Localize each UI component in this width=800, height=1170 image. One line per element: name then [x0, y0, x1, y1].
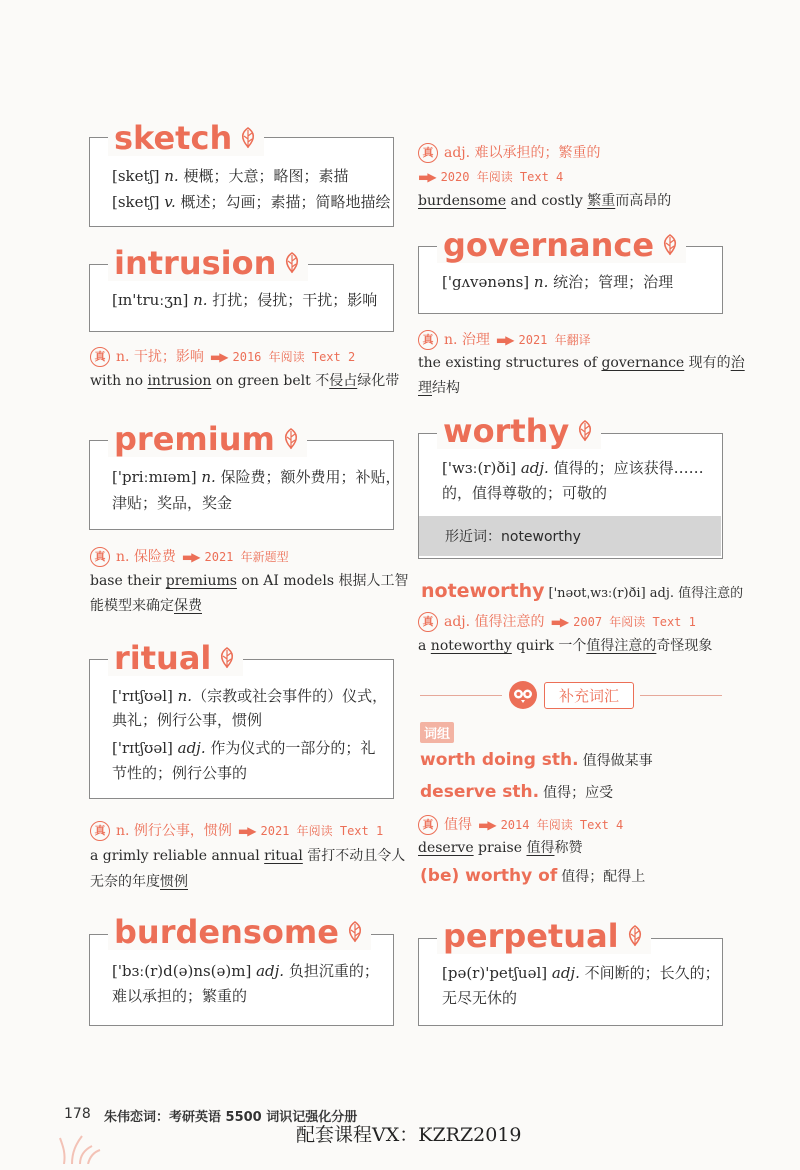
page-number: 178 [64, 1106, 91, 1122]
exam-source-governance [418, 329, 591, 351]
exam-source-intrusion [90, 346, 355, 368]
exam-source: 2014 年阅读 Text 4 [500, 818, 624, 832]
definition-perpetual-2: 无尽无休的 [442, 989, 518, 1007]
exam-source-deserve [418, 814, 623, 836]
definition-sketch-noun: [sketʃ] n. 梗概；大意；略图；素描 [112, 167, 349, 185]
zhen-badge: 真 [418, 143, 438, 163]
zhen-badge: 真 [90, 547, 110, 567]
exam-source: 2021 年翻译 [518, 333, 591, 347]
headword-worthy: worthy [437, 413, 601, 449]
exam-meaning: n. 治理 [444, 332, 490, 348]
arrow-icon: ▬▶ [478, 818, 495, 832]
exam-source-burdensome [418, 142, 601, 164]
definition-worthy-2: 的，值得尊敬的；可敬的 [442, 484, 608, 502]
zhen-badge: 真 [418, 330, 438, 350]
headword-burdensome: burdensome [108, 914, 371, 950]
example-sentence-ritual-2: 无奈的年度惯例 [90, 874, 188, 890]
definition-burdensome-1: ['bɜː(r)d(ə)ns(ə)m] adj. 负担沉重的； [112, 962, 379, 980]
definition-intrusion: [ɪn'truːʒn] n. 打扰；侵扰；干扰；影响 [112, 291, 378, 309]
headword-ritual: ritual [108, 640, 243, 676]
noteworthy-headline [421, 580, 743, 602]
definition-premium-2: 津贴；奖品，奖金 [112, 494, 233, 512]
exam-source-ritual [90, 820, 383, 842]
leaf-icon [345, 921, 365, 943]
leaf-icon [575, 420, 595, 442]
arrow-icon: ▬▶ [209, 350, 227, 364]
definition-ritual-2: 典礼；例行公事，惯例 [112, 711, 263, 729]
headword-intrusion: intrusion [108, 245, 308, 281]
leaf-icon [660, 234, 680, 256]
exam-meaning: n. 干扰；影响 [116, 349, 204, 365]
exam-source: 2007 年阅读 Text 1 [573, 615, 696, 629]
phrase-worth-doing: worth doing sth. 值得做某事 [420, 750, 653, 770]
leaf-icon [281, 428, 301, 450]
exam-source-noteworthy [418, 611, 696, 633]
arrow-icon: ▬▶ [418, 170, 435, 184]
zhen-badge: 真 [418, 612, 438, 632]
leaf-icon [282, 252, 302, 274]
phrase-worthy-of: (be) worthy of 值得；配得上 [420, 866, 646, 886]
supplement-divider-left [420, 695, 502, 696]
arrow-icon: ▬▶ [550, 615, 568, 629]
exam-source: 2016 年阅读 Text 2 [232, 350, 356, 364]
exam-meaning: 值得 [444, 817, 472, 833]
similar-word-band: 形近词：noteworthy [419, 516, 721, 556]
supplement-divider-right [640, 695, 722, 696]
arrow-icon: ▬▶ [237, 824, 255, 838]
definition-ritual-1: ['rɪtʃʊəl] n.（宗教或社会事件的）仪式， [112, 687, 388, 705]
example-sentence-ritual-1: a grimly reliable annual ritual 雷打不动且令人 [90, 848, 406, 864]
headword-premium: premium [108, 421, 307, 457]
example-sentence-premium-1: base their premiums on AI models 根据人工智 [90, 573, 409, 589]
book-title: 朱伟恋词：考研英语 5500 词识记强化分册 [104, 1110, 358, 1125]
definition-perpetual-1: [pə(r)'petʃuəl] adj. 不间断的；长久的； [442, 964, 720, 982]
definition-worthy-1: ['wɜː(r)ði] adj. 值得的；应该获得…… [442, 459, 704, 477]
leaf-icon [217, 647, 237, 669]
zhen-badge: 真 [90, 347, 110, 367]
phrase-group-label: 词组 [420, 722, 454, 743]
example-sentence-governance-1: the existing structures of governance 现有的治 [418, 355, 745, 371]
watermark: 配套课程VX：KZRZ2019 [296, 1124, 522, 1146]
phrase-deserve: deserve sth. 值得；应受 [420, 782, 614, 802]
arrow-icon: ▬▶ [495, 333, 513, 347]
leaf-icon [238, 127, 258, 149]
example-sentence-burdensome: burdensome and costly 繁重而高昂的 [418, 193, 672, 209]
example-sentence-governance-2: 理结构 [418, 380, 460, 396]
exam-source-premium [90, 546, 289, 568]
definition-burdensome-2: 难以承担的；繁重的 [112, 987, 248, 1005]
supplement-title: 补充词汇 [544, 682, 634, 709]
headword-perpetual: perpetual [437, 918, 651, 954]
definition-sketch-verb: [sketʃ] v. 概述；勾画；素描；简略地描绘 [112, 193, 391, 211]
zhen-badge: 真 [418, 815, 438, 835]
definition-ritual-4: 节性的；例行公事的 [112, 764, 248, 782]
definition-ritual-3: ['rɪtʃʊəl] adj. 作为仪式的一部分的；礼 [112, 739, 376, 757]
headword-noteworthy: noteworthy [421, 580, 545, 602]
leaf-icon [625, 925, 645, 947]
arrow-icon: ▬▶ [181, 550, 199, 564]
definition-premium-1: ['priːmɪəm] n. 保险费；额外费用；补贴， [112, 468, 401, 486]
definition-governance: ['gʌvənəns] n. 统治；管理；治理 [442, 273, 674, 291]
example-sentence-deserve: deserve praise 值得称赞 [418, 840, 583, 856]
exam-meaning: n. 例行公事，惯例 [116, 823, 232, 839]
example-sentence-intrusion: with no intrusion on green belt 不侵占绿化带 [90, 373, 400, 389]
grass-icon [58, 1130, 102, 1164]
exam-source: 2020 年阅读 Text 4 [440, 170, 564, 184]
exam-source: 2021 年新题型 [204, 550, 289, 564]
owl-icon [508, 680, 538, 710]
zhen-badge: 真 [90, 821, 110, 841]
supplement-header [508, 680, 634, 710]
headword-governance: governance [437, 227, 686, 263]
exam-meaning: n. 保险费 [116, 549, 176, 565]
example-sentence-premium-2: 能模型来确定保费 [90, 598, 202, 614]
exam-source-burdensome-year [418, 166, 563, 188]
exam-meaning: adj. 难以承担的；繁重的 [444, 145, 601, 161]
exam-meaning: adj. 值得注意的 [444, 614, 545, 630]
exam-source: 2021 年阅读 Text 1 [260, 824, 384, 838]
headword-sketch: sketch [108, 120, 264, 156]
definition-noteworthy: ['nəʊtˌwɜː(r)ði] adj. 值得注意的 [548, 586, 744, 601]
example-sentence-noteworthy: a noteworthy quirk 一个值得注意的奇怪现象 [418, 638, 713, 654]
